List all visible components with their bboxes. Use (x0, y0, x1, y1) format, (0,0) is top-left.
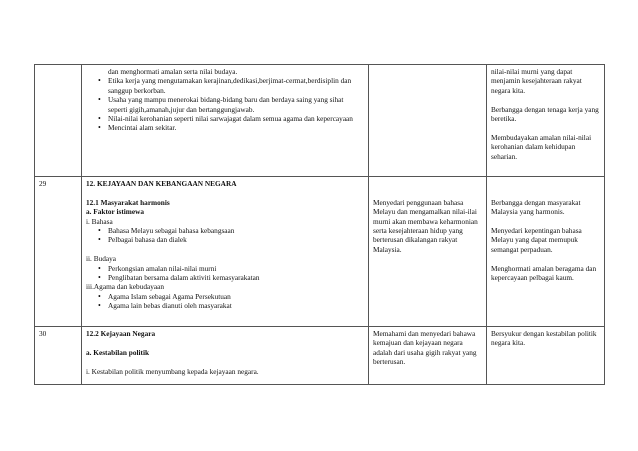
table-row (35, 327, 605, 385)
table-row (35, 65, 605, 177)
subsection-subtitle: a. Faktor istimewa (86, 207, 145, 217)
values-text: Berbangga dengan masyarakat Malaysia yang harmonis. (491, 197, 581, 217)
part-label: i. Bahasa (86, 216, 113, 226)
subsection-title: 12.1 Masyarakat harmonis (86, 197, 170, 207)
values-text: Bersyukur dengan kestabilan politik negara kita. (491, 329, 597, 348)
content-intro: dan menghormati amalan serta nilai budaya. (108, 67, 238, 76)
values-cell (487, 177, 605, 327)
list-item: • Agama lain bebas dianuti oleh masyarakat (108, 301, 364, 310)
list-item: • Pelbagai bahasa dan dialek (108, 235, 364, 244)
values-text: Menyedari kepentingan bahasa Melayu yang dapat memupuk semangat perpaduan. (491, 225, 582, 254)
learning-outcome-text: Menyedari penggunaan bahasa Melayu dan mengamalkan nilai-ilai murni akan membawa keharmonian serta kesejahteraan hidup yang berterusan dikalangan rakyat Malaysia. (373, 197, 478, 254)
values-text: Menghormati amalan beragama dan kepercayaan pelbagai kaum. (491, 263, 597, 282)
list-item: • Mencintai alam sekitar. (108, 123, 364, 132)
part-label: ii. Budaya (86, 254, 116, 264)
agama-list (86, 292, 364, 311)
list-item: • Usaha yang mampu menerokai bidang-bidang baru dan berdaya saing yang sihat seperti gigih,amanah,jujur dan bertanggungjawab. (108, 95, 364, 114)
week-cell (35, 65, 82, 177)
learning-outcome-cell (369, 327, 487, 385)
bahasa-list (86, 226, 364, 245)
values-text: nilai-nilai murni yang dapat menjamin kesejahteraan rakyat negara kita. (491, 67, 582, 95)
list-item: • Penglibatan bersama dalam aktiviti kemasyarakatan (108, 273, 364, 282)
week-cell: 29 (35, 177, 82, 327)
values-text: Membudayakan amalan nilai-nilai kerohanian dalam kehidupan seharian. (491, 132, 592, 161)
list-item: • Nilai-nilai kerohanian seperti nilai sarwajagat dalam semua agama dan kepercayaan (108, 114, 364, 123)
week-cell: 30 (35, 327, 82, 385)
subsection-title: 12.2 Kejayaan Negara (86, 329, 156, 338)
part-label: iii.Agama dan kebudayaan (86, 282, 165, 292)
values-text: Berbangga dengan tenaga kerja yang beretika. (491, 104, 599, 124)
content-cell (82, 327, 369, 385)
content-cell (82, 177, 369, 327)
list-item: • Bahasa Melayu sebagai bahasa kebangsaan (108, 226, 364, 235)
section-title: 12. KEJAYAAN DAN KEBANGAAN NEGARA (86, 179, 237, 188)
learning-outcome-text: Memahami dan menyedari bahawa kemajuan dan kejayaan negara adalah dari usaha gigih rakyat yang berterusan. (373, 329, 477, 367)
values-cell (487, 65, 605, 177)
list-item: • Agama Islam sebagai Agama Persekutuan (108, 292, 364, 301)
values-cell (487, 327, 605, 385)
learning-outcome-cell (369, 177, 487, 327)
list-item: • Perkongsian amalan nilai-nilai murni (108, 264, 364, 273)
syllabus-table (34, 64, 605, 385)
subsection-subtitle: a. Kestabilan politik (86, 347, 150, 357)
learning-outcome-cell (369, 65, 487, 177)
budaya-list (86, 264, 364, 283)
table-row (35, 177, 605, 327)
content-cell (82, 65, 369, 177)
values-list (86, 76, 364, 132)
list-item: • Etika kerja yang mengutamakan kerajinan,dedikasi,berjimat-cermat,berdisiplin dan sanggup berkorban. (108, 76, 364, 95)
content-line: i. Kestabilan politik menyumbang kepada kejayaan negara. (86, 366, 259, 376)
